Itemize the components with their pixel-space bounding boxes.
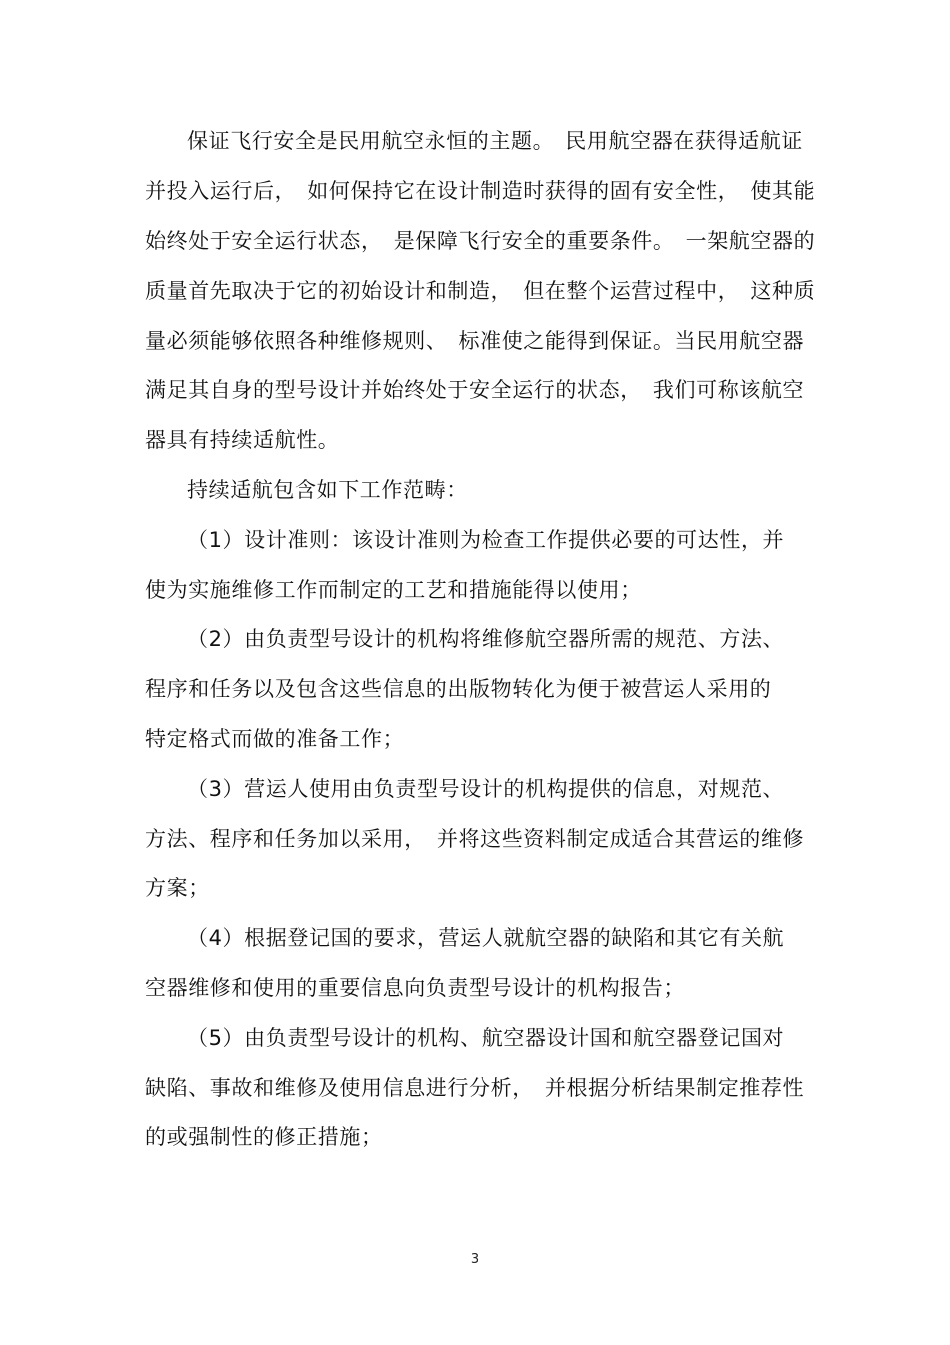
list-item-line: 方案； xyxy=(145,876,210,900)
list-item-line: （4）根据登记国的要求，营运人就航空器的缺陷和其它有关航 xyxy=(187,926,785,950)
list-item-line: 方法、程序和任务加以采用， 并将这些资料制定成适合其营运的维修 xyxy=(145,827,805,851)
list-item-line: 特定格式而做的准备工作； xyxy=(145,727,405,751)
list-item-line: 空器维修和使用的重要信息向负责型号设计的机构报告； xyxy=(145,976,685,1000)
list-item-line: （2）由负责型号设计的机构将维修航空器所需的规范、方法、 xyxy=(187,627,785,651)
paragraph-line: 并投入运行后， 如何保持它在设计制造时获得的固有安全性， 使其能 xyxy=(145,179,816,203)
list-item-line: （1）设计准则：该设计准则为检查工作提供必要的可达性，并 xyxy=(187,528,785,552)
paragraph-line: 始终处于安全运行状态， 是保障飞行安全的重要条件。 一架航空器的 xyxy=(145,229,816,253)
list-item-line: 程序和任务以及包含这些信息的出版物转化为便于被营运人采用的 xyxy=(145,677,772,701)
list-item-line: 使为实施维修工作而制定的工艺和措施能得以使用； xyxy=(145,578,642,602)
list-item-line: （5）由负责型号设计的机构、航空器设计国和航空器登记国对 xyxy=(187,1026,785,1050)
paragraph-line: 满足其自身的型号设计并始终处于安全运行的状态， 我们可称该航空 xyxy=(145,378,805,402)
list-item-line: （3）营运人使用由负责型号设计的机构提供的信息，对规范、 xyxy=(187,777,785,801)
paragraph-line: 保证飞行安全是民用航空永恒的主题。 民用航空器在获得适航证 xyxy=(187,129,803,153)
paragraph-line: 质量首先取决于它的初始设计和制造， 但在整个运营过程中， 这种质 xyxy=(145,279,816,303)
list-item-line: 的或强制性的修正措施； xyxy=(145,1125,383,1149)
page-number: 3 xyxy=(470,1252,480,1267)
paragraph-line: 持续适航包含如下工作范畴： xyxy=(187,478,468,502)
list-item-line: 缺陷、事故和维修及使用信息进行分析， 并根据分析结果制定推荐性 xyxy=(145,1076,805,1100)
paragraph-line: 器具有持续适航性。 xyxy=(145,428,340,452)
paragraph-line: 量必须能够依照各种维修规则、 标准使之能得到保证。当民用航空器 xyxy=(145,329,805,353)
